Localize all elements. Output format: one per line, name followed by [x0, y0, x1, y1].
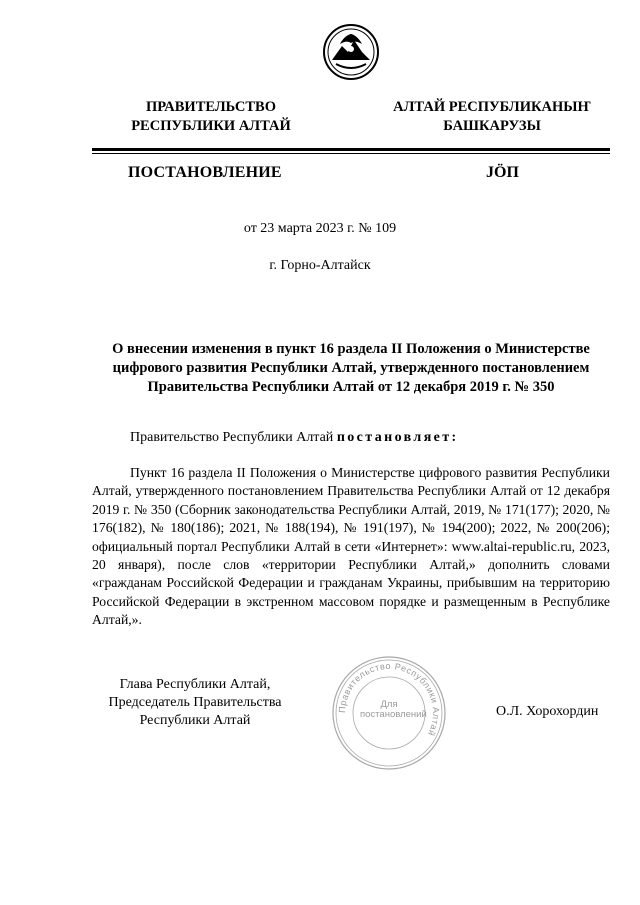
signatory-position [92, 676, 298, 730]
org-name-altai [392, 98, 592, 136]
document-date-number: от 23 марта 2023 г. № 109 [243, 221, 397, 236]
doc-type-russian: ПОСТАНОВЛЕНИЕ [128, 164, 282, 181]
republic-emblem-icon [322, 22, 380, 82]
signatory-position-line: Председатель Правительства [108, 695, 282, 710]
document-title: О внесении изменения в пункт 16 раздела II Положения о Министерстве цифрового развития Республики Алтай, утвержденного постановлением Правительства Республики Алтай от 12 декабря 2019 г. № 350 [112, 341, 590, 395]
org-name-line: АЛТАЙ РЕСПУБЛИКАНЫҤ [393, 99, 591, 115]
header-divider-thick [92, 148, 610, 151]
stamp-center-text [360, 699, 427, 720]
signatory-name: О.Л. Хорохордин [496, 704, 599, 719]
org-name-line: РЕСПУБЛИКИ АЛТАЙ [131, 118, 291, 134]
stamp-center-line: Для [380, 699, 398, 710]
header-divider-thin [92, 153, 610, 154]
stamp-ring-text: Правительство Республики Алтай [336, 660, 442, 738]
document-city: г. Горно-Алтайск [269, 258, 371, 273]
org-name-line: БАШКАРУЗЫ [443, 118, 541, 134]
signatory-position-line: Республики Алтай [139, 713, 251, 728]
org-name-russian [108, 98, 314, 136]
doc-type-altai: JӦП [486, 164, 519, 181]
stamp-center-line: постановлений [360, 709, 427, 720]
org-name-line: ПРАВИТЕЛЬСТВО [146, 99, 276, 115]
decree-verb: постановляет: [336, 430, 459, 445]
document-body-paragraph: Пункт 16 раздела II Положения о Министерстве цифрового развития Республики Алтай, утвержденного постановлением Правительства Республики Алтай от 12 декабря 2019 г. № 350 (Сборник законодательства Республики Алтай, 2019, № 171(177); 2020, № 176(182), № 180(186); 2021, № 188(194), № 191(197), № 194(200); 2022, № 200(206); официальный портал Республики Алтай в сети «Интернет»: www.altai-republic.ru, 2023, 20 января), после слов «территории Республики Алтай,» дополнить словами «гражданам Российской Федерации и гражданам Украины, прибывшим на территорию Российской Федерации в экстренном массовом порядке и размещенным в Республике Алтай,». [92, 465, 610, 628]
signatory-position-line: Глава Республики Алтай, [119, 677, 271, 692]
decree-subject: Правительство Республики Алтай [130, 430, 337, 445]
decree-statement [130, 430, 459, 446]
